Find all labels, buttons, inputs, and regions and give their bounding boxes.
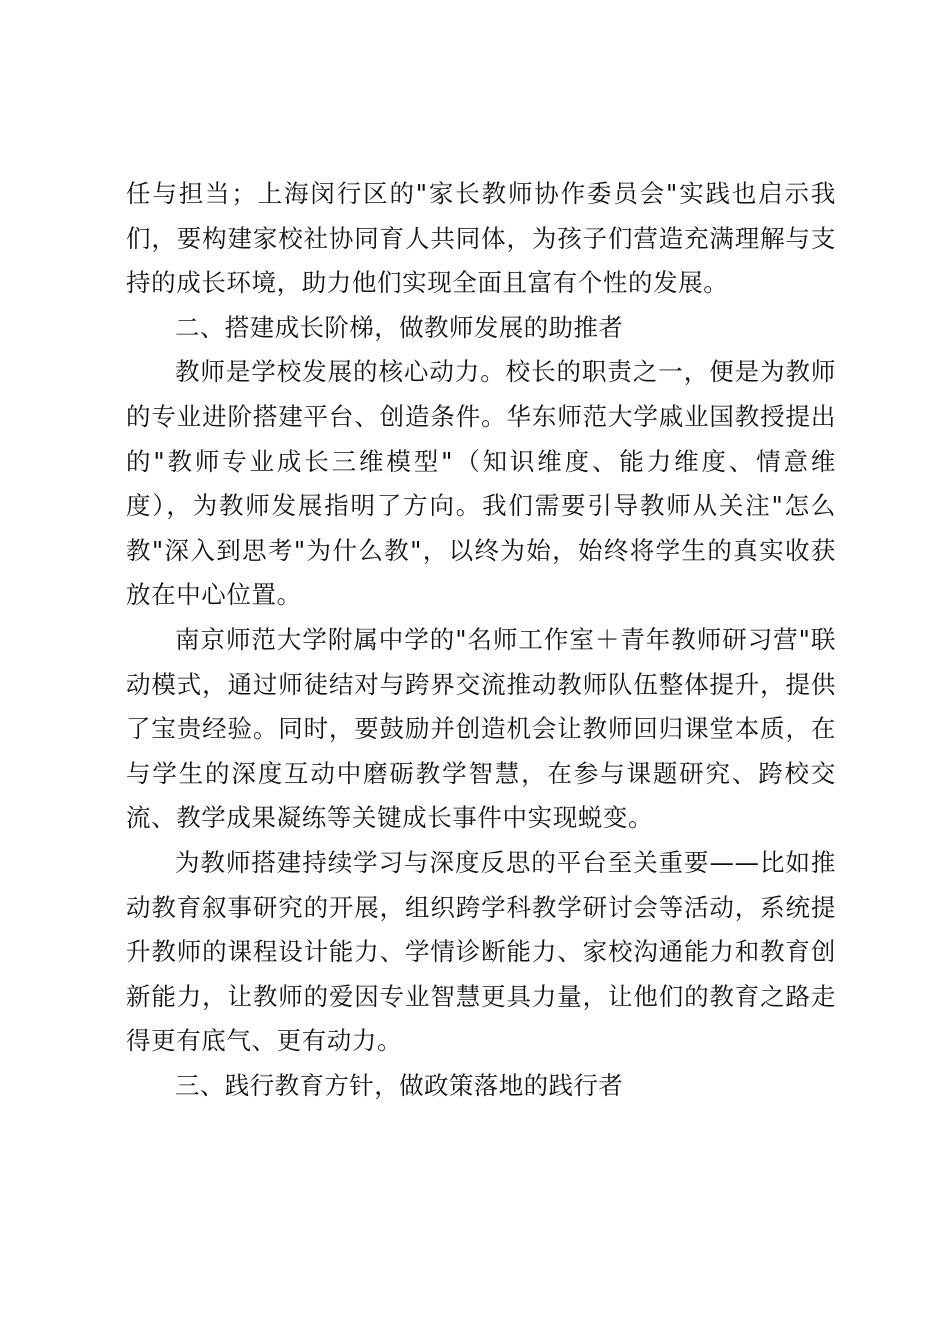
section-heading-two: 二、搭建成长阶梯，做教师发展的助推者 <box>175 312 624 342</box>
document-body <box>126 172 836 1108</box>
paragraph-continuation: 任与担当；上海闵行区的"家长教师协作委员会"实践也启示我们，要构建家校社协同育人共同体，为孩子们营造充满理解与支持的成长环境，助力他们实现全面且富有个性的发展。 <box>126 179 836 298</box>
section-heading-three: 三、践行教育方针，做政策落地的践行者 <box>175 1070 624 1100</box>
paragraph-learning-platform: 为教师搭建持续学习与深度反思的平台至关重要——比如推动教育叙事研究的开展，组织跨学科教学研讨会等活动，系统提升教师的课程设计能力、学情诊断能力、家校沟通能力和教育创新能力，让教师的爱因专业智慧更具力量，让他们的教育之路走得更有底气、更有动力。 <box>126 847 836 1056</box>
paragraph-nanjing-model: 南京师范大学附属中学的"名师工作室＋青年教师研习营"联动模式，通过师徒结对与跨界交流推动教师队伍整体提升，提供了宝贵经验。同时，要鼓励并创造机会让教师回归课堂本质，在与学生的深度互动中磨砺教学智慧，在参与课题研究、跨校交流、教学成果凝练等关键成长事件中实现蜕变。 <box>126 624 836 833</box>
paragraph-teacher-core: 教师是学校发展的核心动力。校长的职责之一，便是为教师的专业进阶搭建平台、创造条件。华东师范大学戚业国教授提出的"教师专业成长三维模型"（知识维度、能力维度、情意维度），为教师发展指明了方向。我们需要引导教师从关注"怎么教"深入到思考"为什么教"，以终为始，始终将学生的真实收获放在中心位置。 <box>126 357 836 610</box>
